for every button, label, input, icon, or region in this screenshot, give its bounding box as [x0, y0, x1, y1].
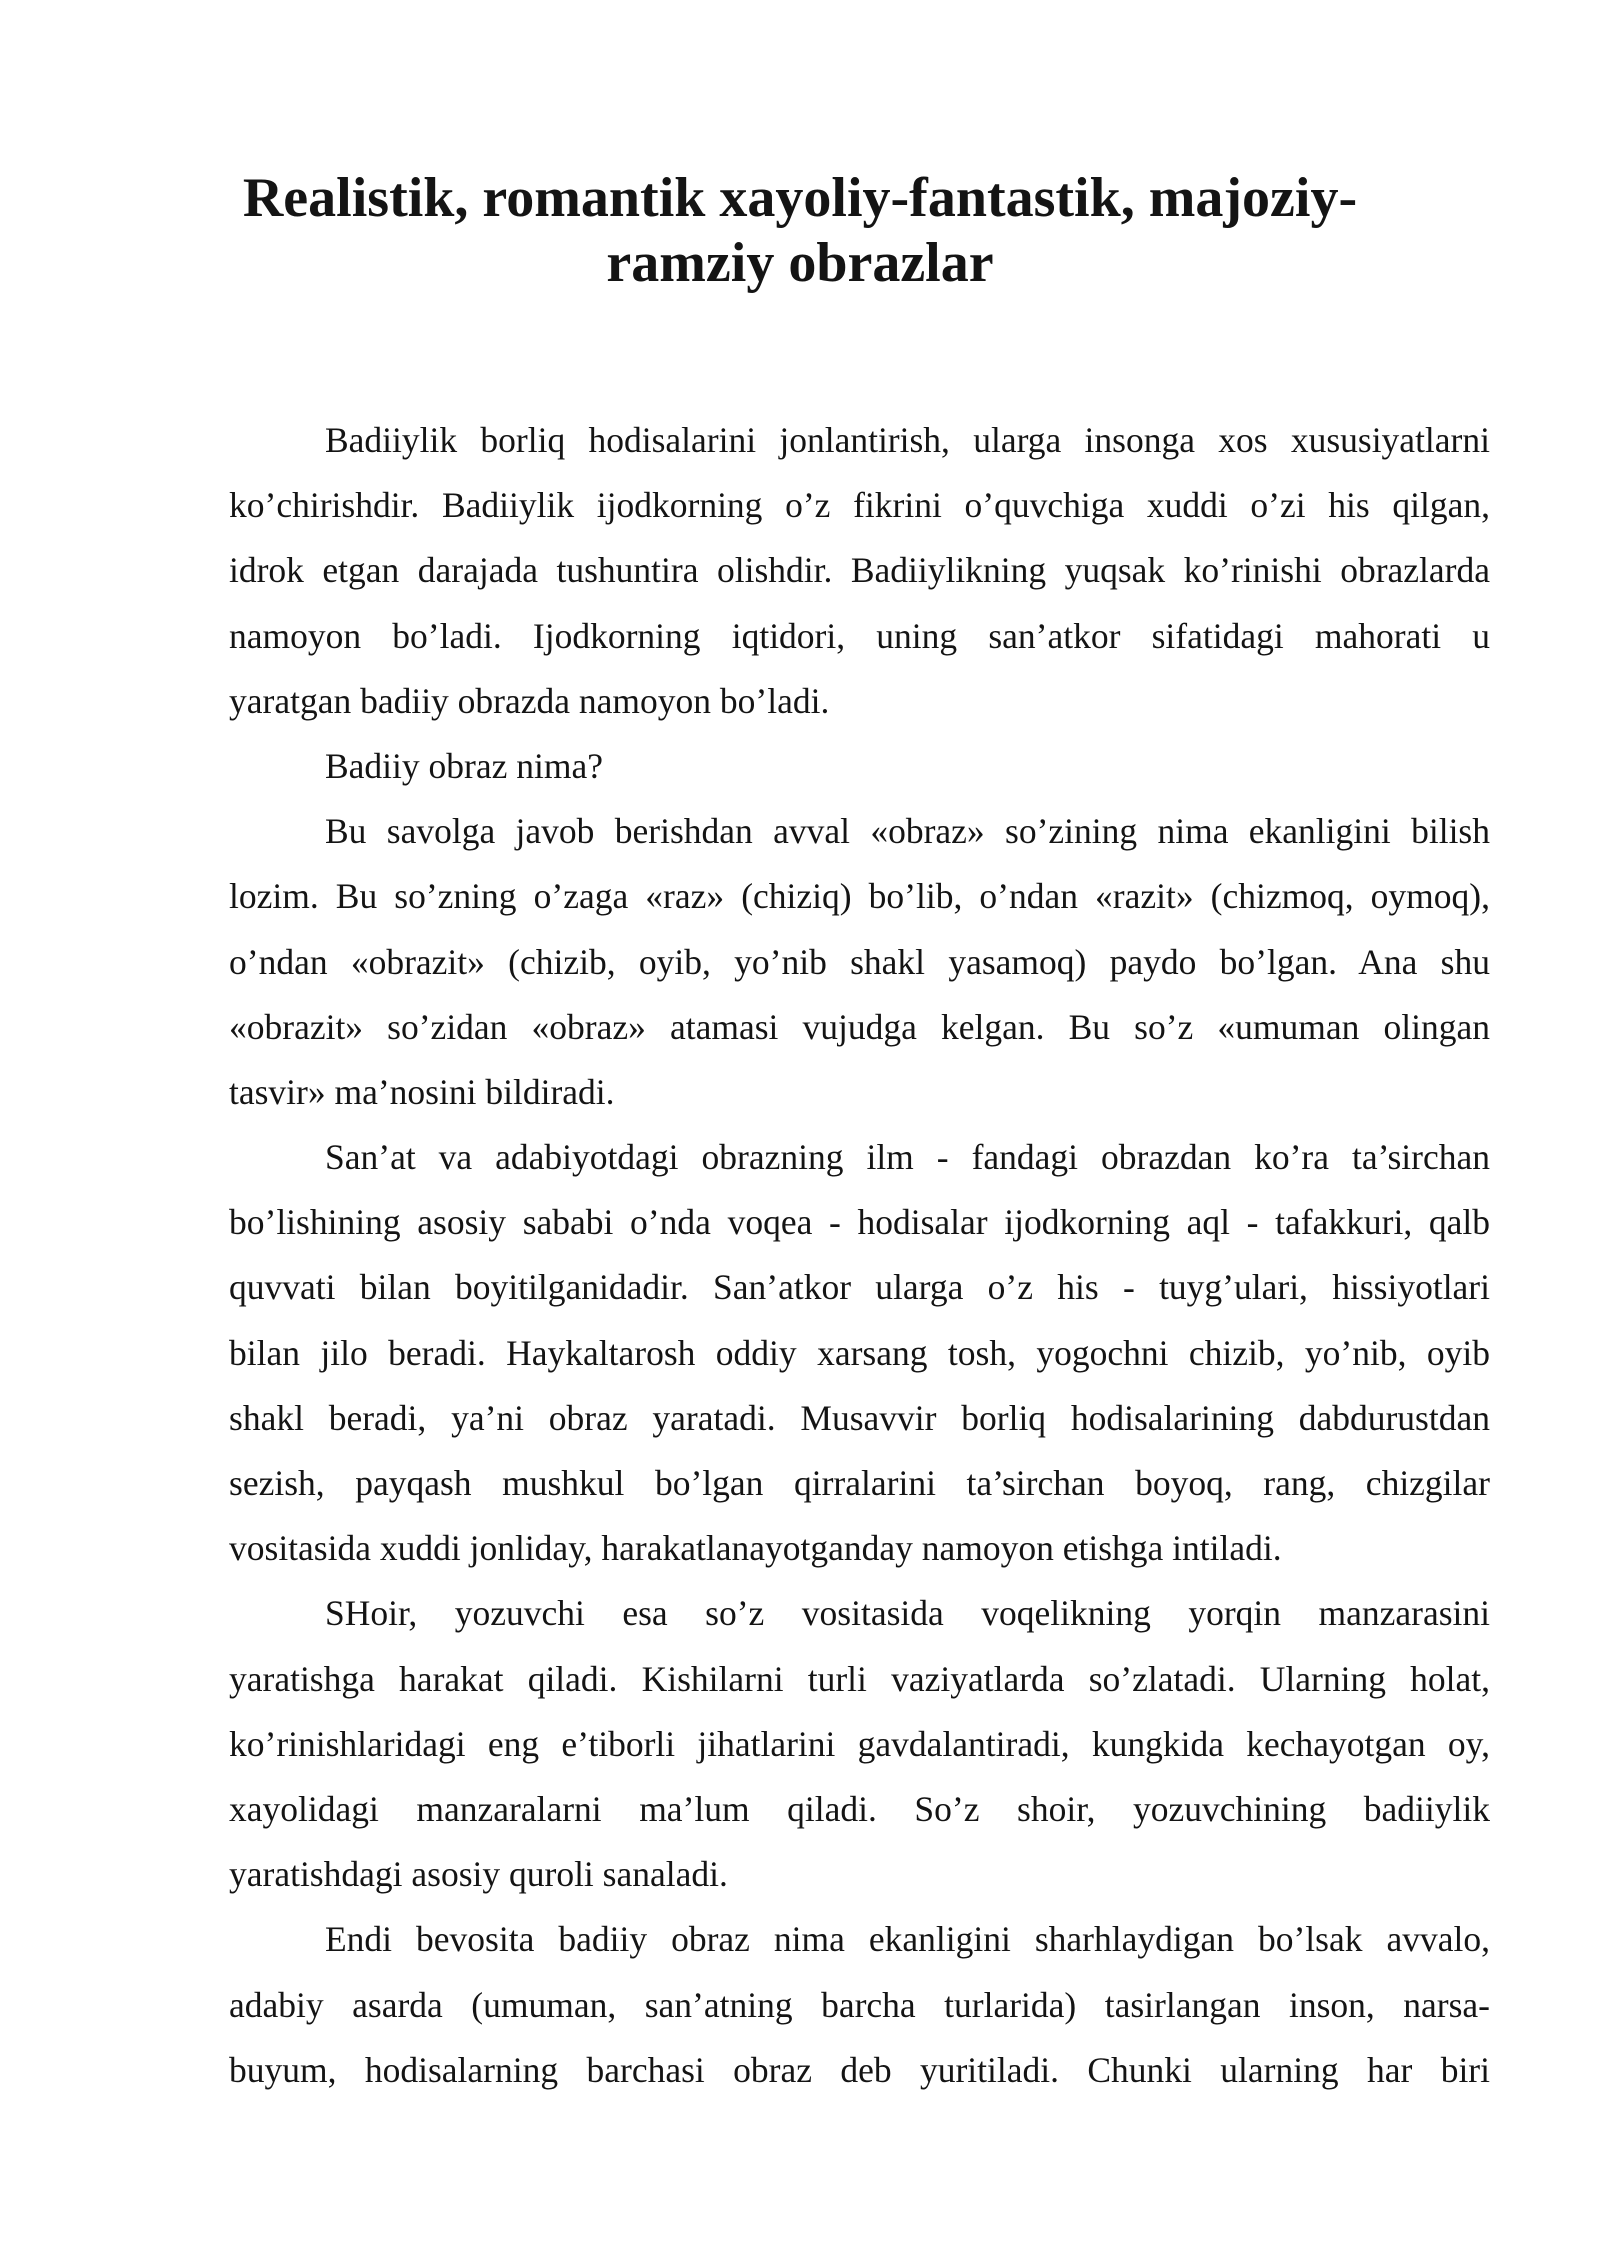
text-line: vositasida xuddi jonliday, harakatlanayotganday namoyon etishga intiladi.	[229, 1528, 1282, 1569]
text-line: bilan jilo beradi. Haykaltarosh oddiy xarsang tosh, yogochni chizib, yo’nib, oyib	[229, 1332, 1490, 1373]
paragraph	[229, 734, 1490, 799]
text-line: sezish, payqash mushkul bo’lgan qirralarini ta’sirchan boyoq, rang, chizgilar	[229, 1463, 1490, 1503]
text-line: buyum, hodisalarning barchasi obraz deb yuritiladi. Chunki ularning har biri	[229, 2049, 1490, 2090]
text-line: «obrazit» so’zidan «obraz» atamasi vujudga kelgan. Bu so’z «umuman olingan	[229, 1006, 1490, 1047]
text-line: Bu savolga javob berishdan avval «obraz» so’zining nima ekanligini bilish	[325, 811, 1490, 852]
text-line: adabiy asarda (umuman, san’atning barcha turlarida) tasirlangan inson, narsa-	[229, 1984, 1490, 2025]
text-line: San’at va adabiyotdagi obrazning ilm - fandagi obrazdan ko’ra ta’sirchan	[325, 1137, 1490, 1178]
paragraph	[229, 799, 1490, 1125]
text-line: lozim. Bu so’zning o’zaga «raz» (chiziq) bo’lib, o’ndan «razit» (chizmoq, oymoq),	[229, 876, 1490, 917]
text-line: yaratishga harakat qiladi. Kishilarni turli vaziyatlarda so’zlatadi. Ularning holat,	[229, 1658, 1490, 1699]
text-line: xayolidagi manzaralarni ma’lum qiladi. So’z shoir, yozuvchining badiiylik	[229, 1788, 1490, 1829]
text-line: Badiiylik borliq hodisalarini jonlantirish, ularga insonga xos xususiyatlarni	[325, 420, 1490, 460]
text-line: o’ndan «obrazit» (chizib, oyib, yo’nib shakl yasamoq) paydo bo’lgan. Ana shu	[229, 941, 1490, 982]
text-line: Endi bevosita badiiy obraz nima ekanligini sharhlaydigan bo’lsak avvalo,	[325, 1919, 1490, 1960]
text-line: tasvir» ma’nosini bildiradi.	[229, 1071, 615, 1112]
paragraph	[229, 408, 1490, 734]
text-line: yaratishdagi asosiy quroli sanaladi.	[229, 1854, 728, 1895]
text-line: quvvati bilan boyitilganidadir. San’atkor ularga o’z his - tuyg’ulari, hissiyotlari	[229, 1267, 1490, 1308]
text-line: SHoir, yozuvchi esa so’z vositasida voqelikning yorqin manzarasini	[325, 1593, 1490, 1634]
paragraph	[229, 1581, 1490, 1907]
text-line: namoyon bo’ladi. Ijodkorning iqtidori, uning san’atkor sifatidagi mahorati u	[229, 615, 1490, 656]
text-line: idrok etgan darajada tushuntira olishdir. Badiiylikning yuqsak ko’rinishi obrazlarda	[229, 550, 1490, 591]
document-body	[229, 408, 1490, 2103]
text-line: shakl beradi, ya’ni obraz yaratadi. Musavvir borliq hodisalarining dabdurustdan	[229, 1397, 1490, 1438]
title-line-2: ramziy obrazlar	[606, 232, 994, 295]
text-line: bo’lishining asosiy sababi o’nda voqea - hodisalar ijodkorning aql - tafakkuri, qalb	[229, 1202, 1490, 1243]
text-line: ko’rinishlaridagi eng e’tiborli jihatlarini gavdalantiradi, kungkida kechayotgan oy,	[229, 1723, 1490, 1764]
document-title	[200, 150, 1400, 295]
paragraph	[229, 1907, 1490, 2103]
text-line: Badiiy obraz nima?	[325, 745, 603, 786]
paragraph	[229, 1125, 1490, 1581]
text-line: yaratgan badiiy obrazda namoyon bo’ladi.	[229, 680, 830, 721]
text-line: ko’chirishdir. Badiiylik ijodkorning o’z fikrini o’quvchiga xuddi o’zi his qilgan,	[229, 485, 1490, 526]
title-line-1: Realistik, romantik xayoliy-fantastik, majoziy-	[242, 167, 1358, 229]
